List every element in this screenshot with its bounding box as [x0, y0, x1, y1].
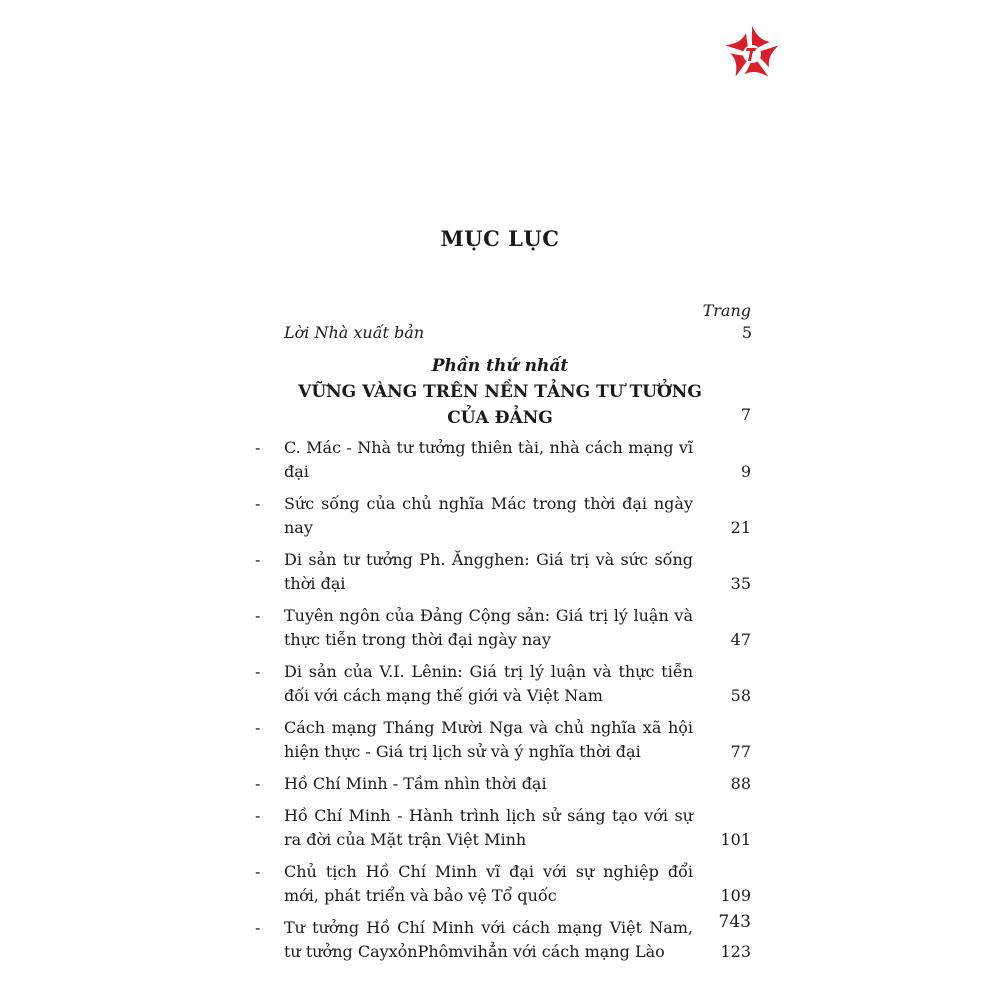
toc-entry-page: 35: [730, 574, 751, 593]
list-dash: -: [255, 438, 261, 457]
toc-entry-page: 47: [730, 630, 751, 649]
toc-entry-page: 58: [730, 686, 751, 705]
toc-entry-page: 77: [730, 742, 751, 761]
toc-entry-title: Cách mạng Tháng Mười Nga và chủ nghĩa xã hội hiện thực - Giá trị lịch sử và ý nghĩa thời đại: [284, 718, 693, 761]
part-page-number: 7: [740, 405, 751, 424]
toc-list: [255, 436, 751, 972]
toc-entry-title: Hồ Chí Minh - Hành trình lịch sử sáng tạo với sự ra đời của Mặt trận Việt Minh: [284, 806, 693, 849]
toc-entry-page: 109: [720, 886, 751, 905]
toc-entry-title: C. Mác - Nhà tư tưởng thiên tài, nhà cách mạng vĩ đại: [284, 438, 693, 481]
page-title: MỤC LỤC: [440, 226, 560, 251]
toc-entry-page: 123: [720, 942, 751, 961]
toc-entry[interactable]: [255, 860, 751, 908]
toc-entry[interactable]: [255, 660, 751, 708]
part-title-line: VỮNG VÀNG TRÊN NỀN TẢNG TƯ TƯỞNG: [298, 382, 702, 402]
page-number: 743: [718, 912, 751, 932]
toc-entry[interactable]: [255, 604, 751, 652]
toc-entry-title: Tư tưởng Hồ Chí Minh với cách mạng Việt Nam, tư tưởng CayxỏnPhômvihẳn với cách mạng Lào: [284, 918, 693, 961]
toc-entry[interactable]: [255, 492, 751, 540]
toc-entry-page: 101: [720, 830, 751, 849]
toc-entry[interactable]: [255, 804, 751, 852]
toc-entry-title: Tuyên ngôn của Đảng Cộng sản: Giá trị lý luận và thực tiễn trong thời đại ngày nay: [284, 606, 693, 649]
list-dash: -: [255, 806, 261, 825]
list-dash: -: [255, 606, 261, 625]
toc-entry-page: 9: [740, 462, 751, 481]
list-dash: -: [255, 662, 261, 681]
publisher-star-logo-icon: [722, 24, 782, 84]
toc-entry-page: 88: [730, 774, 751, 793]
list-dash: -: [255, 918, 261, 937]
toc-entry-page: 21: [730, 518, 751, 537]
part-label: Phần thứ nhất: [431, 356, 569, 376]
toc-entry-title: Sức sống của chủ nghĩa Mác trong thời đại ngày nay: [284, 494, 693, 537]
toc-entry-preface[interactable]: [284, 323, 752, 342]
toc-entry-page: 5: [741, 323, 752, 342]
part-title-line: CỦA ĐẢNG: [447, 408, 553, 428]
toc-entry-title: Di sản của V.I. Lênin: Giá trị lý luận và thực tiễn đối với cách mạng thế giới và Việt Nam: [284, 662, 693, 705]
toc-entry[interactable]: [255, 716, 751, 764]
toc-entry[interactable]: [255, 436, 751, 484]
toc-entry-title: Chủ tịch Hồ Chí Minh vĩ đại với sự nghiệp đổi mới, phát triển và bảo vệ Tổ quốc: [284, 862, 693, 905]
toc-entry-title: Di sản tư tưởng Ph. Ăngghen: Giá trị và sức sống thời đại: [284, 550, 693, 593]
list-dash: -: [255, 550, 261, 569]
toc-entry-label: Lời Nhà xuất bản: [284, 323, 425, 342]
toc-entry-title: Hồ Chí Minh - Tầm nhìn thời đại: [284, 774, 547, 793]
toc-entry[interactable]: [255, 916, 751, 964]
list-dash: -: [255, 774, 261, 793]
toc-entry[interactable]: [255, 772, 751, 796]
part-title[interactable]: [0, 379, 1000, 431]
list-dash: -: [255, 718, 261, 737]
list-dash: -: [255, 494, 261, 513]
list-dash: -: [255, 862, 261, 881]
page-column-header: Trang: [702, 301, 751, 320]
toc-entry[interactable]: [255, 548, 751, 596]
